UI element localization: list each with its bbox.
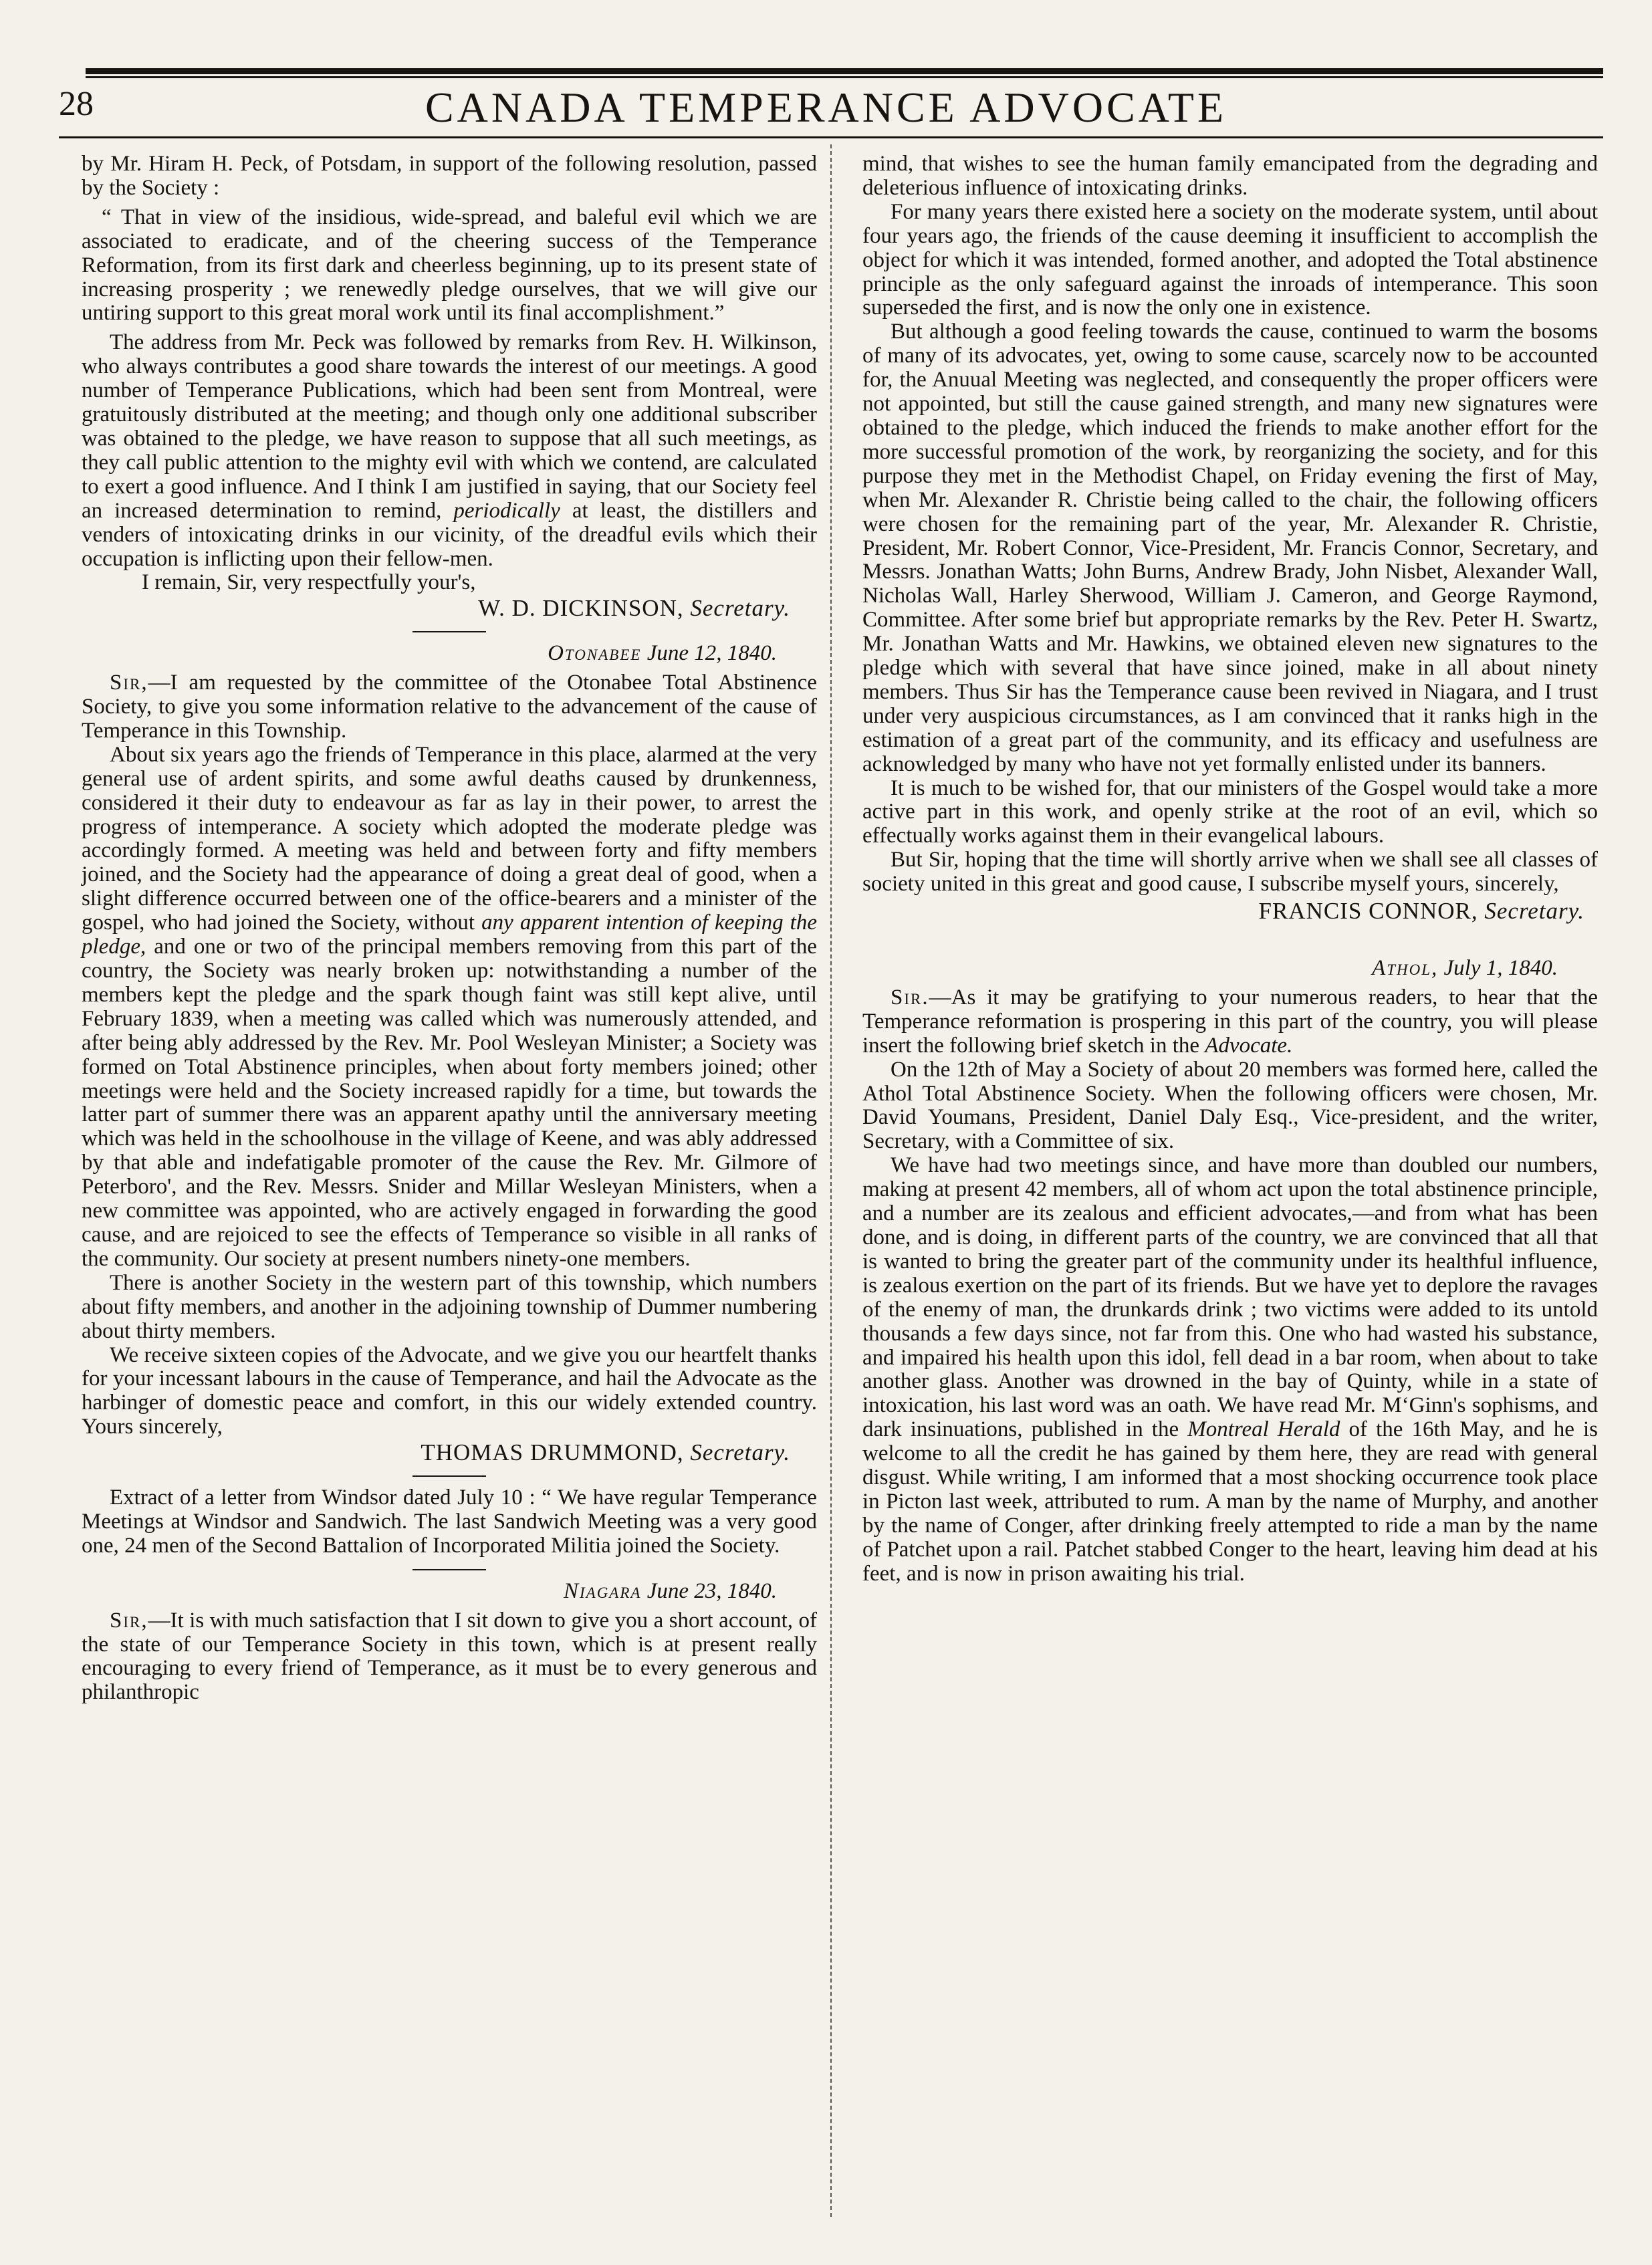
paragraph: For many years there existed here a society on the moderate system, until about four years ago, the friends of the cause deeming it insufficient to accomplish the object for which it was intended, formed another, and adopted the Total abstinence principle as the only safeguard against the inroads of intemperance. This soon superseded the first, and is now the only one in existence. bbox=[862, 199, 1598, 320]
dateline-athol: Athol, July 1, 1840. bbox=[1372, 956, 1558, 980]
paragraph: But although a good feeling towards the cause, continued to warm the bosoms of many of its advocates, yet, owing to some cause, scarcely now to be accounted for, the Anuual Meeting was neglected, and consequently the proper officers were not appointed, but still the cause gained strength, and many new signatures were obtained to the pledge, which induced the friends to make another effort for the more successful promotion of the work, by reorganizing the society, and for this purpose they met in the Methodist Chapel, on Friday evening the first of May, when Mr. Alexander R. Christie being called to the chair, the following officers were chosen for the remaining part of the year, Mr. Alexander R. Christie, President, Mr. Robert Connor, Vice-President, Mr. Francis Connor, Secretary, and Messrs. Jonathan Watts; John Burns, Andrew Brady, John Nisbet, Alexander Wall, Nicholas Wall, Harley Sherwood, William J. Cameron, and George Raymond, Committee. After some brief but appropriate remarks by the Rev. Peter H. Swartz, Mr. Jonathan Watts and Mr. Hawkins, we obtained eleven new signatures to the pledge which with several that have since joined, make in all about ninety members. Thus Sir has the Temperance cause been revived in Niagara, and I trust under very auspicious circumstances, as I am convinced that it ranks high in the estimation of a great part of the community, and its efficacy and usefulness are acknowledged by many who have not yet formally enlisted under its banners. bbox=[862, 320, 1598, 776]
paragraph: Extract of a letter from Windsor dated July 10 : “ We have regular Temperance Meetings at Windsor and Sandwich. The last Sandwich Meeting was a very good one, 24 men of the Second Battalion of Incorporated Militia joined the Society. bbox=[82, 1485, 817, 1558]
paragraph: On the 12th of May a Society of about 20 members was formed here, called the Athol Total Abstinence Society. When the following officers were chosen, Mr. David Youmans, President, Daniel Daly Esq., Vice-president, and the writer, Secretary, with a Committee of six. bbox=[862, 1057, 1598, 1154]
dateline-niagara: Niagara June 23, 1840. bbox=[563, 1578, 777, 1603]
column-divider bbox=[830, 144, 833, 2217]
signature-drummond: THOMAS DRUMMOND, Secretary. bbox=[421, 1439, 790, 1466]
signature-connor: FRANCIS CONNOR, Secretary. bbox=[1258, 898, 1584, 925]
paragraph: About six years ago the friends of Temperance in this place, alarmed at the very general use of ardent spirits, and some awful deaths caused by drunkenness, considered it their duty to endeavour as far as lay in their power, to arrest the progress of intemperance. A society which adopted the moderate pledge was accordingly formed. A meeting was held and between forty and fifty members joined, and the Society had the appearance of doing a great deal of good, when a slight difference occurred between one of the office-bearers and a minister of the gospel, who had joined the Society, without any apparent intention of keeping the pledge, and one or two of the principal members removing from this part of the country, the Society was nearly broken up: notwithstanding a number of the members kept the pledge and the spark though faint was still kept alive, until February 1839, when a meeting was called which was numerously attended, and after being ably addressed by the Rev. Mr. Pool Wesleyan Minister; a Society was formed on Total Abstinence principles, when about forty members joined; other meetings were held and the Society increased rapidly for a time, but towards the latter part of summer there was an apparent apathy until the anniversary meeting which was held in the schoolhouse in the village of Keene, and was ably addressed by that able and indefatigable promoter of the cause the Rev. Mr. Gilmore of Peterboro', and the Rev. Messrs. Snider and Millar Wesleyan Ministers, when a new committee was appointed, who are actively engaged in forwarding the good cause, and are rejoiced to see the effects of Temperance so visible in all ranks of the community. Our society at present numbers ninety-one members. bbox=[82, 742, 818, 1271]
paragraph: We have had two meetings since, and have more than doubled our numbers, making at present 42 members, all of whom act upon the total abstinence principle, and a number are its zealous and efficient advocates,—and from what has been done, and is doing, in different parts of the country, we are convinced that all that is wanted to bring the greater part of the community under its healthful influence, is zealous exertion on the part of its friends. But we have yet to deplore the ravages of the enemy of man, the drunkards drink ; two victims were added to its untold thousands a few days since, not far from this. One who had wasted his substance, and impaired his health upon this idol, fell dead in a bar room, when about to take another glass. Another was drowned in the bay of Quinty, while in a state of intoxication, his last word was an oath. We have read Mr. M‘Ginn's sophisms, and dark insinuations, published in the Montreal Herald of the 16th May, and he is welcome to all the credit he has gained by them here, they are read with general disgust. While writing, I am informed that a most shocking occurrence took place in Picton last week, attributed to rum. A man by the name of Murphy, and another by the name of Conger, after drinking freely attempted to ride a man by the name of Patchet upon a rail. Patchet stabbed Conger to the heart, leaving him dead at his feet, and is now in prison awaiting his trial. bbox=[862, 1153, 1599, 1586]
resolution-quote: “ That in view of the insidious, wide-spread, and baleful evil which we are associated to eradicate, and of the cheering success of the Temperance Reformation, from its first dark and cheerless beginning, up to its present state of increasing prosperity ; we renewedly pledge ourselves, that we will give our untiring support to this great moral work until its final accomplishment.” bbox=[82, 205, 817, 326]
paragraph: Sir,—It is with much satisfaction that I sit down to give you a short account, of the state of our Temperance Society in this town, which is at present really encouraging to every friend of Temperance, as it must be to every generous and philanthropic bbox=[82, 1608, 817, 1705]
header-top-rule bbox=[86, 68, 1603, 74]
header-top-rule-thin bbox=[86, 76, 1603, 78]
page-title: CANADA TEMPERANCE ADVOCATE bbox=[425, 84, 1227, 131]
paragraph: by Mr. Hiram H. Peck, of Potsdam, in support of the following resolution, passed by the Society : bbox=[82, 152, 817, 200]
paragraph: There is another Society in the western part of this township, which numbers about fifty members, and another in the adjoining township of Dummer numbering about thirty members. bbox=[82, 1270, 817, 1343]
paragraph: The address from Mr. Peck was followed by remarks from Rev. H. Wilkinson, who always contributes a good share towards the interest of our meetings. A good number of Temperance Publications, which had been sent from Montreal, were gratuitously distributed at the meeting; and though only one additional subscriber was obtained to the pledge, we have reason to suppose that all such meetings, as they call public attention to the mighty evil with which we contend, are calculated to exert a good influence. And I think I am justified in saying, that our Society feel an increased determination to remind, periodically at least, the distillers and venders of intoxicating drinks in our vicinity, of the dreadful evils which their occupation is inflicting upon their fellow-men. bbox=[82, 330, 818, 571]
closing-line: I remain, Sir, very respectfully your's, bbox=[142, 570, 476, 595]
paragraph: We receive sixteen copies of the Advocate, and we give you our heartfelt thanks for your incessant labours in the cause of Temperance, and hail the Advocate as the harbinger of domestic peace and comfort, in this our widely extended country. Yours sincerely, bbox=[82, 1342, 817, 1439]
separator bbox=[412, 631, 486, 632]
paragraph: Sir,—I am requested by the committee of the Otonabee Total Abstinence Society, to give you some information relative to the advancement of the cause of Temperance in this Township. bbox=[82, 671, 817, 743]
dateline-otonabee: Otonabee June 12, 1840. bbox=[548, 641, 777, 666]
separator bbox=[412, 1475, 486, 1477]
header-bottom-rule bbox=[59, 136, 1603, 138]
paragraph: mind, that wishes to see the human family emancipated from the degrading and deleterious influence of intoxicating drinks. bbox=[862, 152, 1598, 200]
right-column bbox=[862, 152, 1598, 1586]
paragraph: But Sir, hoping that the time will shortly arrive when we shall see all classes of society united in this great and good cause, I subscribe myself yours, sincerely, bbox=[862, 848, 1598, 897]
paragraph: Sir.—As it may be gratifying to your numerous readers, to hear that the Temperance reformation is prospering in this part of the country, you will please insert the following brief sketch in the Advocate. bbox=[862, 985, 1598, 1058]
signature-dickinson: W. D. DICKINSON, Secretary. bbox=[478, 595, 790, 622]
paragraph: It is much to be wished for, that our ministers of the Gospel would take a more active part in this work, and openly strike at the root of an evil, which so effectually works against them in their evangelical labours. bbox=[862, 776, 1598, 848]
page-number: 28 bbox=[59, 85, 94, 123]
left-column bbox=[82, 152, 817, 1705]
separator bbox=[412, 1569, 486, 1570]
